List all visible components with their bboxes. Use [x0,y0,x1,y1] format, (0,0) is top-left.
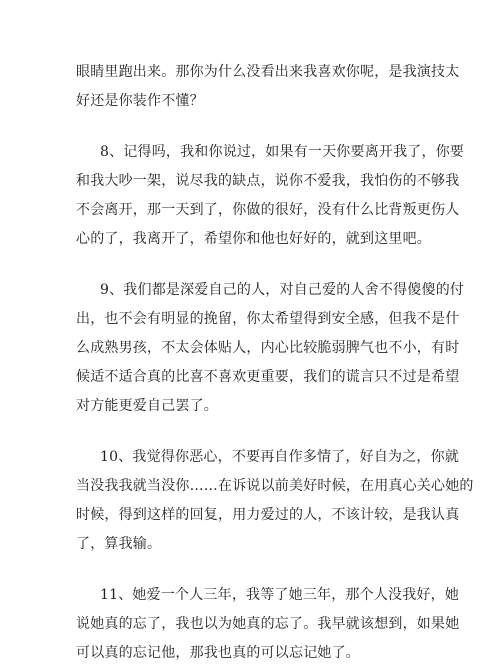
text-line: 说她真的忘了，我也以为她真的忘了。我早就该想到，如果她 [76,616,460,632]
text-line: 出，也不会有明显的挽留，你太希望得到安全感，但我不是什 [76,311,460,327]
text-line: 11、她爱一个人三年，我等了她三年，那个人没我好，她 [100,587,460,603]
paragraph-continuation [76,58,460,116]
text-line: 心的了，我离开了，希望你和他也好好的，就到这里吧。 [76,231,431,247]
text-line: 不会离开，那一天到了，你做的很好，没有什么比背叛更伤人 [76,202,460,218]
paragraph-10 [76,443,474,559]
paragraph-8 [76,138,465,254]
paragraph-11 [76,581,460,668]
text-line: 对方能更爱自己罢了。 [76,398,218,414]
text-line: 好还是你装作不懂？ [76,93,204,109]
paragraph-9 [76,276,465,421]
text-line: 9、我们都是深爱自己的人，对自己爱的人舍不得傻傻的付 [100,282,465,298]
text-line: 10、我觉得你恶心，不要再自作多情了，好自为之，你就 [100,449,460,465]
text-line: 时候，得到这样的回复，用力爱过的人，不该计较，是我认真 [76,507,460,523]
text-line: 了，算我输。 [76,536,162,552]
text-line: 候适不适合真的比喜不喜欢更重要，我们的谎言只不过是希望 [76,369,460,385]
text-line: 么成熟男孩，不太会体贴人，内心比较脆弱脾气也不小，有时 [76,340,460,356]
text-line: 眼睛里跑出来。那你为什么没看出来我喜欢你呢，是我演技太 [76,64,460,80]
text-line: 当没我我就当没你……在诉说以前美好时候，在用真心关心她的 [76,478,474,494]
text-line: 和我大吵一架，说尽我的缺点，说你不爱我，我怕伤的不够我 [76,173,460,189]
text-line: 8、记得吗，我和你说过，如果有一天你要离开我了，你要 [100,144,465,160]
text-line: 可以真的忘记他，那我也真的可以忘记她了。 [76,645,360,661]
